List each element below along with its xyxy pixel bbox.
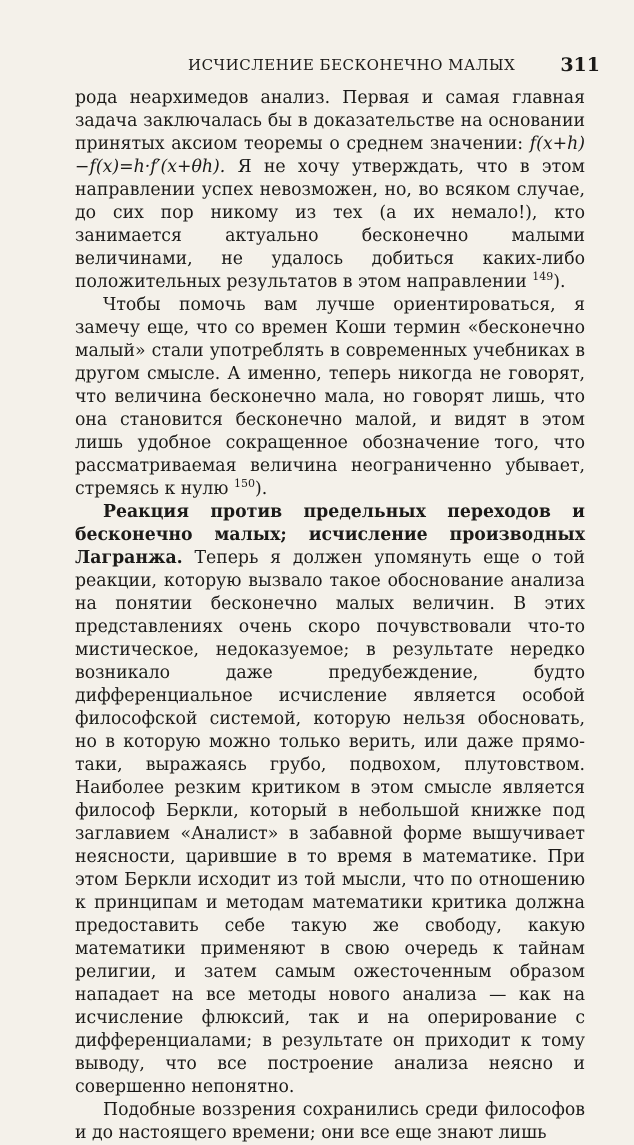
paragraph-2-text-b: ).	[254, 479, 268, 499]
mean-value-formula: f(x+h)−f(x)=h·f′(x+θh).	[75, 134, 586, 177]
paragraph-4-text: Подобные воззрения сохранились среди философов и до настоящего времени; они все еще знают лишь	[75, 1100, 585, 1143]
paragraph-1-text-a: рода неархимедов анализ. Первая и самая главная задача заключалась бы в доказательстве на основании принятых аксиом теоремы о среднем значении:	[75, 88, 585, 154]
footnote-ref-150: 150	[233, 477, 255, 491]
footnote-ref-149: 149	[532, 270, 554, 284]
paragraph-1-text-c: ).	[553, 272, 566, 292]
page-number: 311	[560, 54, 600, 76]
paragraph-2	[75, 294, 585, 501]
body-text	[75, 87, 585, 1145]
section-heading: Реакция против предельных переходов и бесконечно малых; исчисление производных Лагранжа.	[75, 502, 585, 568]
paragraph-1	[75, 87, 585, 294]
paragraph-3-text: Теперь я должен упомянуть еще о той реакции, которую вызвало такое обоснование анализа на понятии бесконечно малых величин. В этих представлениях очень скоро почувствовали что-то мистическое, недоказуемое; в результате нередко возникало даже предубеждение, будто дифференциальное исчисление является особой философской системой, которую нельзя обосновать, но в которую можно только верить, или даже прямо-таки, выражаясь грубо, подвохом, плутовством. Наиболее резким критиком в этом смысле является философ Беркли, который в небольшой книжке под заглавием «Аналист» в забавной форме вышучивает неясности, царившие в то время в математике. При этом Беркли исходит из той мысли, что по отношению к принципам и методам математики критика должна предоставить себе такую же свободу, какую математики применяют в свою очередь к тайнам религии, и затем самым ожесточенным образом нападает на все методы нового анализа — как на исчисление флюксий, так и на оперирование с дифференциалами; в результате он приходит к тому выводу, что все построение анализа неясно и совершенно непонятно.	[75, 548, 585, 1097]
paragraph-2-text-a: Чтобы помочь вам лучше ориентироваться, я замечу еще, что со времен Коши термин «бесконечно малый» стали употреблять в современных учебниках в другом смысле. А именно, теперь никогда не говорят, что величина бесконечно мала, но говорят лишь, что она становится бесконечно малой, и видят в этом лишь удобное сокращенное обозначение того, что рассматриваемая величина неограниченно убывает, стремясь к нулю	[75, 295, 585, 499]
paragraph-3	[75, 501, 585, 1099]
page-header	[78, 50, 600, 76]
running-head: ИСЧИСЛЕНИЕ БЕСКОНЕЧНО МАЛЫХ	[188, 56, 516, 74]
paragraph-4	[75, 1099, 585, 1145]
paragraph-1-text-b: Я не хочу утверждать, что в этом направлении успех невозможен, но, во всяком случае, до сих пор никому из тех (а их немало!), кто занимается актуально бесконечно малыми величинами, не удалось добиться каких-либо положительных результатов в этом направлении	[75, 157, 585, 292]
